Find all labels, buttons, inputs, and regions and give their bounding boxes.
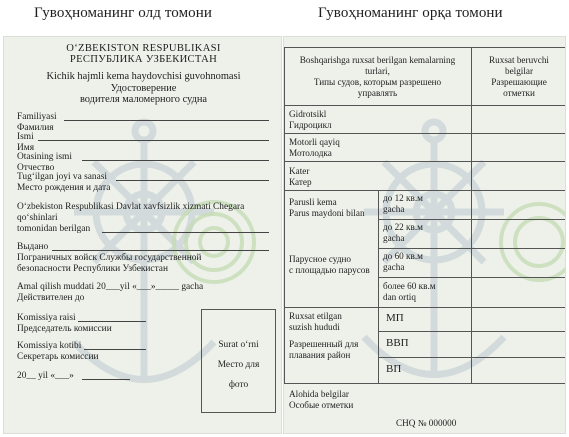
issued-label-ru: Выдано [17,242,49,252]
sail-subcolumn-divider [378,190,379,308]
name-label-uz: Ismi [17,132,34,142]
birth-field-line [116,180,269,181]
secretary-label-uz: Komissiya kotibi [17,341,82,351]
table-row-divider [378,219,566,220]
types-header-uz-line2: turlari, [365,66,390,76]
sail-area-60-line1: до 60 кв.м [383,251,423,261]
sailboat-label-uz-line2: Parus maydoni bilan [289,208,365,218]
types-header-ru-line1: Типы судов, которым разрешено [313,77,442,87]
issued-field-line [52,250,269,251]
special-marks-label-ru: Особые отметки [289,400,354,410]
table-row-divider [378,277,566,278]
cutter-label-uz: Kater [289,166,310,176]
marks-header-ru-line1: Разрешающие [491,77,547,87]
special-marks-label-uz: Alohida belgilar [289,389,349,399]
sailboat-label-ru-line2: с площадью парусов [289,265,370,275]
sail-area-12-line2: gacha [383,204,405,214]
sail-area-60-line2: gacha [383,262,405,272]
table-row-divider [378,248,566,249]
table-top-border [284,47,566,48]
sail-area-22-line2: gacha [383,233,405,243]
photo-placeholder [201,309,276,413]
photo-label-uz: Surat o‘rni [218,340,259,350]
surname-label-uz: Familiyasi [17,112,57,122]
table-row-divider [284,307,566,308]
name-field-line [38,140,269,141]
name-label-ru: Имя [17,143,35,153]
secretary-label-ru: Секретарь комиссии [17,352,99,362]
chair-signature-line [78,321,146,322]
sail-area-over-60-line1: более 60 кв.м [383,281,436,291]
front-side-heading: Гувоҳноманинг олд томони [34,5,213,21]
cutter-label-ru: Катер [289,177,312,187]
back-side-heading: Гувоҳноманинг орқа томони [318,5,503,21]
types-header-ru-line2: управлять [357,88,398,98]
marks-header-uz-line2: belgilar [504,66,534,76]
navigation-area-label-ru-line1: Разрешенный для [289,339,359,349]
sail-area-22-line1: до 22 кв.м [383,222,423,232]
surname-label-ru: Фамилия [17,123,54,133]
jet-ski-label-ru: Гидроцикл [289,120,332,130]
table-row-divider [284,133,566,134]
navigation-area-mp: МП [386,312,404,324]
chair-label-ru: Председатель комиссии [17,324,112,334]
country-title-uz: O‘ZBEKISTON RESPUBLIKASI [66,43,221,54]
area-subcolumn-divider [378,307,379,383]
document-title-uz: Kichik hajmli kema haydovchisi guvohnomasi [46,71,241,82]
table-row-divider [284,161,566,162]
motorboat-label-uz: Motorli qayiq [289,137,340,147]
surname-field-line [64,120,269,121]
patronymic-label-uz: Otasining ismi [17,152,72,162]
secretary-signature-line [84,349,146,350]
issuer-label-uz-line1: O‘zbekiston Respublikasi Davlat xavfsizlik xizmati Chegara [17,202,245,212]
table-header-divider [284,105,566,106]
marks-header-uz-line1: Ruxsat beruvchi [489,55,549,65]
chair-label-uz: Komissiya raisi [17,313,76,323]
issue-date-line: 20__ yil «___» [17,371,74,381]
sail-area-12-line1: до 12 кв.м [383,193,423,203]
navigation-area-label-uz-line2: suzish hududi [289,322,340,332]
types-header-uz-line1: Boshqarishga ruxsat berilgan kemalarning [299,55,456,65]
document-title-ru-line1: Удостоверение [110,83,177,94]
birth-label-uz: Tug‘ilgan joyi va sanasi [17,172,108,182]
issuer-label-uz-line3: tomonidan berilgan [17,224,91,234]
rosette-watermark-icon [484,187,566,297]
document-title-ru-line2: водителя маломерного судна [79,94,208,105]
sailboat-label-uz-line1: Parusli kema [289,197,337,207]
table-row-divider [378,357,566,358]
navigation-area-vp: ВП [386,363,402,375]
navigation-area-label-uz-line1: Ruxsat etilgan [289,311,342,321]
patronymic-label-ru: Отчество [17,163,55,173]
motorboat-label-ru: Мотолодка [289,148,332,158]
marks-header-ru-line2: отметки [503,88,535,98]
photo-label-ru-line1: Место для [217,360,260,370]
validity-label-uz: Amal qilish muddati 20___yil «___»_____ gacha [17,282,204,292]
issue-date-month-line [82,379,130,380]
patronymic-field-line [82,160,269,161]
issuer-label-ru-line1: Пограничных войск Службы государственной [17,253,202,263]
validity-label-ru: Действителен до [17,293,85,303]
jet-ski-label-uz: Gidrotsikl [289,109,327,119]
issuer-label-ru-line2: безопасности Республики Узбекистан [17,264,168,274]
sail-area-over-60-line2: dan ortiq [383,292,416,302]
back-side-page [283,36,566,434]
birth-label-ru: Место рождения и дата [17,183,111,193]
table-bottom-border [284,383,566,384]
navigation-area-vvp: ВВП [386,337,409,349]
serial-number: СНQ № 000000 [396,418,457,428]
issuer-field-line [102,232,269,233]
country-title-ru: РЕСПУБЛИКА УЗБЕКИСТАН [69,54,218,65]
table-row-divider [378,331,566,332]
photo-label-ru-line2: фото [228,380,249,390]
table-row-divider [284,190,566,191]
sailboat-label-ru-line1: Парусное судно [289,254,352,264]
navigation-area-label-ru-line2: плавания район [289,350,351,360]
front-side-page [3,36,282,434]
issuer-label-uz-line2: qo‘shinlari [17,213,58,223]
